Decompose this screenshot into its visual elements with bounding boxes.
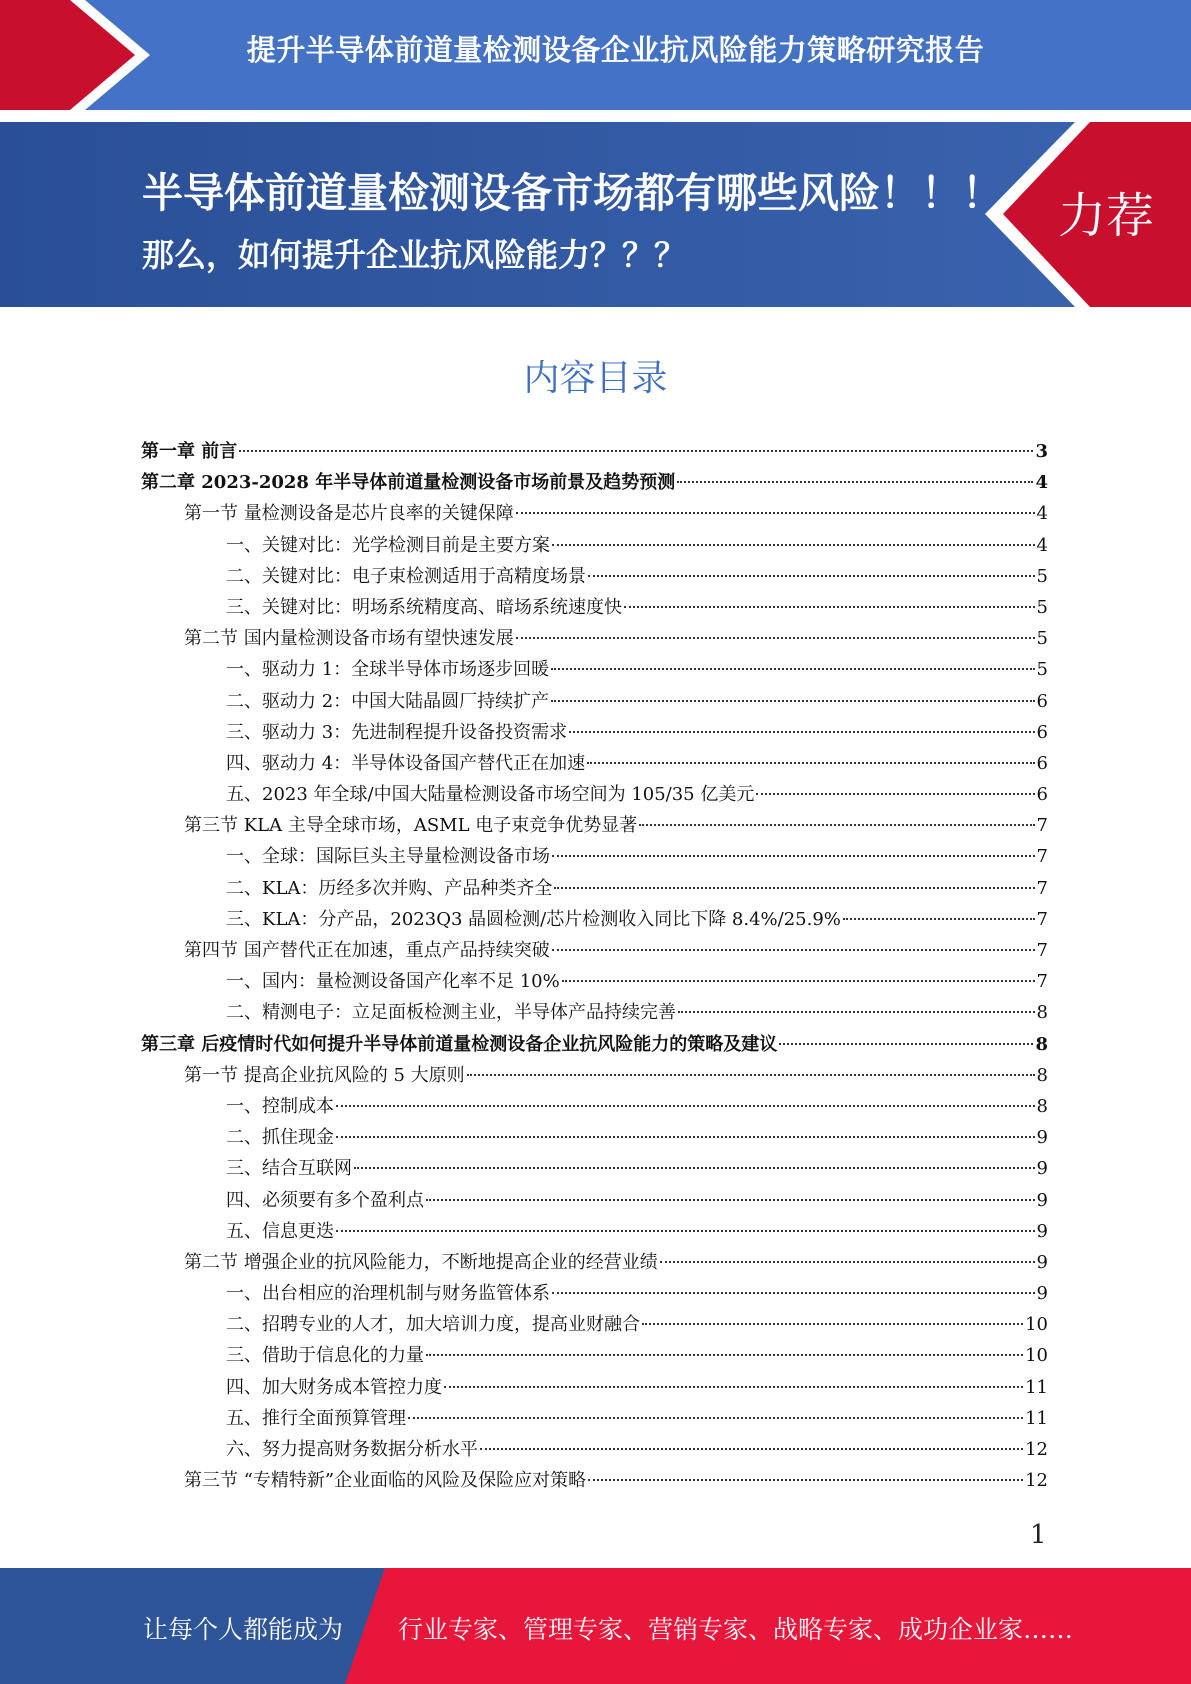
toc-entry[interactable] bbox=[141, 686, 1048, 717]
toc-leader-dots bbox=[444, 1386, 1023, 1388]
toc-entry-title: 二、精测电子：立足面板检测主业，半导体产品持续完善 bbox=[226, 1002, 676, 1024]
toc-entry[interactable] bbox=[141, 1309, 1048, 1340]
toc-entry-title: 第二节 国内量检测设备市场有望快速发展 bbox=[184, 628, 514, 650]
toc-leader-dots bbox=[426, 1199, 1035, 1201]
toc-entry[interactable] bbox=[141, 654, 1048, 685]
toc-entry-page: 7 bbox=[1036, 815, 1048, 837]
toc-entry-page: 7 bbox=[1036, 877, 1048, 899]
toc-entry[interactable] bbox=[141, 717, 1048, 748]
recommend-badge: 力荐 bbox=[1058, 188, 1155, 244]
toc-leader-dots bbox=[554, 887, 1034, 889]
toc-entry[interactable] bbox=[141, 841, 1048, 872]
toc-entry-title: 一、驱动力 1：全球半导体市场逐步回暖 bbox=[226, 659, 550, 681]
toc-entry[interactable] bbox=[141, 873, 1048, 904]
toc-entry-page: 6 bbox=[1036, 784, 1048, 806]
toc-entry-title: 二、抓住现金 bbox=[226, 1127, 334, 1149]
toc-entry-title: 一、控制成本 bbox=[226, 1095, 334, 1117]
toc-entry-page: 3 bbox=[1035, 441, 1048, 462]
toc-entry-page: 6 bbox=[1036, 690, 1048, 712]
toc-entry-title: 第二节 增强企业的抗风险能力，不断地提高企业的经营业绩 bbox=[184, 1251, 658, 1273]
toc-entry-page: 8 bbox=[1036, 1002, 1048, 1024]
hero-headline: 半导体前道量检测设备市场都有哪些风险！！！ bbox=[142, 169, 1003, 217]
toc-entry-title: 二、关键对比：电子束检测适用于高精度场景 bbox=[226, 565, 586, 587]
toc-entry-page: 5 bbox=[1036, 628, 1048, 650]
toc-leader-dots bbox=[408, 1417, 1023, 1419]
table-of-contents bbox=[141, 436, 1048, 1496]
toc-leader-dots bbox=[678, 1011, 1035, 1013]
toc-leader-dots bbox=[677, 481, 1033, 483]
toc-entry[interactable] bbox=[141, 1122, 1048, 1153]
toc-leader-dots bbox=[569, 731, 1034, 733]
toc-entry-title: 三、结合互联网 bbox=[226, 1158, 352, 1180]
toc-entry-page: 7 bbox=[1036, 971, 1048, 993]
toc-entry-page: 8 bbox=[1035, 1033, 1048, 1055]
toc-entry-title: 一、全球：国际巨头主导量检测设备市场 bbox=[226, 846, 550, 868]
toc-entry[interactable] bbox=[141, 1372, 1048, 1403]
toc-entry-title: 第二章 2023-2028 年半导体前道量检测设备市场前景及趋势预测 bbox=[141, 472, 676, 494]
toc-entry[interactable] bbox=[141, 997, 1048, 1028]
toc-entry[interactable] bbox=[141, 1465, 1048, 1496]
footer-banner bbox=[0, 1568, 1191, 1684]
toc-entry[interactable] bbox=[141, 810, 1048, 841]
footer-slogan-left: 让每个人都能成为 bbox=[143, 1615, 344, 1644]
toc-entry-title: 第一节 量检测设备是芯片良率的关键保障 bbox=[184, 503, 514, 525]
toc-leader-dots bbox=[336, 1136, 1035, 1138]
toc-entry[interactable] bbox=[141, 1185, 1048, 1216]
toc-entry-page: 7 bbox=[1036, 940, 1048, 961]
toc-entry-title: 五、信息更迭 bbox=[226, 1220, 334, 1242]
toc-entry-page: 5 bbox=[1036, 659, 1048, 681]
toc-entry-page: 4 bbox=[1036, 503, 1048, 525]
toc-entry-title: 三、驱动力 3：先进制程提升设备投资需求 bbox=[226, 721, 568, 743]
toc-entry-title: 第一节 提高企业抗风险的 5 大原则 bbox=[184, 1064, 465, 1086]
toc-entry-page: 8 bbox=[1036, 1095, 1048, 1117]
toc-entry-title: 五、2023 年全球/中国大陆量检测设备市场空间为 105/35 亿美元 bbox=[226, 784, 755, 806]
toc-leader-dots bbox=[552, 544, 1035, 546]
toc-entry-page: 4 bbox=[1036, 534, 1048, 556]
page-number: 1 bbox=[1030, 1520, 1047, 1550]
toc-entry[interactable] bbox=[141, 1153, 1048, 1184]
toc-entry-title: 第三节 “专精特新”企业面临的风险及保险应对策略 bbox=[184, 1470, 587, 1492]
toc-entry[interactable] bbox=[141, 966, 1048, 997]
toc-entry-page: 12 bbox=[1025, 1439, 1048, 1460]
hero-banner bbox=[0, 122, 1191, 307]
toc-entry[interactable] bbox=[141, 779, 1048, 810]
toc-leader-dots bbox=[587, 762, 1034, 764]
toc-leader-dots bbox=[336, 1230, 1035, 1232]
toc-entry-page: 5 bbox=[1036, 565, 1048, 587]
toc-entry[interactable] bbox=[141, 1340, 1048, 1371]
toc-entry-page: 9 bbox=[1036, 1283, 1048, 1305]
toc-leader-dots bbox=[551, 700, 1034, 702]
toc-entry-title: 一、国内：量检测设备国产化率不足 10% bbox=[226, 971, 560, 993]
toc-leader-dots bbox=[516, 512, 1035, 514]
toc-entry-page: 5 bbox=[1036, 596, 1048, 618]
toc-entry-page: 9 bbox=[1036, 1251, 1048, 1273]
toc-leader-dots bbox=[588, 1479, 1023, 1481]
toc-entry-title: 第三章 后疫情时代如何提升半导体前道量检测设备企业抗风险能力的策略及建议 bbox=[141, 1033, 778, 1055]
toc-entry-page: 4 bbox=[1035, 472, 1048, 494]
toc-leader-dots bbox=[239, 450, 1033, 452]
toc-leader-dots bbox=[843, 918, 1035, 920]
toc-entry-page: 7 bbox=[1036, 846, 1048, 868]
toc-entry[interactable] bbox=[141, 623, 1048, 654]
toc-entry[interactable] bbox=[141, 1060, 1048, 1091]
toc-entry-title: 四、驱动力 4：半导体设备国产替代正在加速 bbox=[226, 752, 586, 774]
toc-entry-page: 9 bbox=[1036, 1220, 1048, 1242]
toc-entry-title: 四、必须要有多个盈利点 bbox=[226, 1189, 424, 1211]
toc-entry[interactable] bbox=[141, 904, 1048, 935]
toc-leader-dots bbox=[516, 637, 1035, 639]
toc-entry-title: 三、借助于信息化的力量 bbox=[226, 1345, 424, 1367]
toc-entry-page: 7 bbox=[1036, 908, 1048, 930]
footer-slogan-right: 行业专家、管理专家、营销专家、战略专家、成功企业家…… bbox=[398, 1615, 1074, 1644]
toc-leader-dots bbox=[642, 1323, 1023, 1325]
toc-entry-title: 五、推行全面预算管理 bbox=[226, 1407, 406, 1429]
toc-entry-title: 二、KLA：历经多次并购、产品种类齐全 bbox=[226, 877, 553, 899]
toc-entry-page: 9 bbox=[1036, 1158, 1048, 1180]
toc-entry-title: 二、驱动力 2：中国大陆晶圆厂持续扩产 bbox=[226, 690, 550, 712]
toc-entry[interactable] bbox=[141, 467, 1048, 498]
toc-entry[interactable] bbox=[141, 748, 1048, 779]
toc-entry-page: 10 bbox=[1025, 1345, 1048, 1367]
toc-entry[interactable] bbox=[141, 1278, 1048, 1309]
toc-entry-title: 第三节 KLA 主导全球市场，ASML 电子束竞争优势显著 bbox=[184, 815, 638, 837]
toc-entry[interactable] bbox=[141, 1434, 1048, 1465]
toc-entry-title: 二、招聘专业的人才，加大培训力度，提高业财融合 bbox=[226, 1314, 640, 1336]
toc-entry-page: 6 bbox=[1036, 721, 1048, 743]
toc-leader-dots bbox=[336, 1105, 1035, 1107]
toc-leader-dots bbox=[552, 855, 1035, 857]
report-title: 提升半导体前道量检测设备企业抗风险能力策略研究报告 bbox=[246, 33, 985, 67]
toc-entry[interactable] bbox=[141, 592, 1048, 623]
toc-entry-page: 9 bbox=[1036, 1127, 1048, 1149]
toc-leader-dots bbox=[624, 606, 1035, 608]
toc-entry[interactable] bbox=[141, 1091, 1048, 1122]
toc-leader-dots bbox=[660, 1261, 1035, 1263]
toc-leader-dots bbox=[779, 1043, 1033, 1045]
toc-entry-page: 12 bbox=[1025, 1470, 1048, 1492]
toc-leader-dots bbox=[551, 668, 1034, 670]
toc-entry-title: 一、关键对比：光学检测目前是主要方案 bbox=[226, 534, 550, 556]
toc-entry-page: 11 bbox=[1025, 1407, 1048, 1429]
toc-entry[interactable] bbox=[141, 561, 1048, 592]
toc-leader-dots bbox=[354, 1167, 1035, 1169]
toc-leader-dots bbox=[562, 980, 1035, 982]
toc-entry-title: 三、KLA：分产品，2023Q3 晶圆检测/芯片检测收入同比下降 8.4%/25.9% bbox=[226, 908, 841, 930]
toc-entry-page: 10 bbox=[1025, 1314, 1048, 1336]
toc-entry[interactable] bbox=[141, 530, 1048, 561]
toc-entry[interactable] bbox=[141, 935, 1048, 966]
hero-subheadline: 那么，如何提升企业抗风险能力？？？ bbox=[142, 236, 687, 274]
toc-leader-dots bbox=[426, 1354, 1023, 1356]
toc-entry[interactable] bbox=[141, 1403, 1048, 1434]
toc-leader-dots bbox=[639, 824, 1034, 826]
toc-leader-dots bbox=[467, 1074, 1035, 1076]
toc-entry-title: 第四节 国产替代正在加速，重点产品持续突破 bbox=[184, 940, 550, 961]
toc-entry-title: 六、努力提高财务数据分析水平 bbox=[226, 1439, 478, 1460]
toc-entry[interactable] bbox=[141, 1216, 1048, 1247]
toc-entry[interactable] bbox=[141, 1247, 1048, 1278]
toc-leader-dots bbox=[480, 1448, 1023, 1450]
toc-leader-dots bbox=[588, 575, 1035, 577]
toc-entry[interactable] bbox=[141, 436, 1048, 467]
toc-leader-dots bbox=[552, 1292, 1035, 1294]
toc-leader-dots bbox=[756, 793, 1034, 795]
toc-leader-dots bbox=[552, 949, 1035, 951]
toc-entry-page: 8 bbox=[1036, 1064, 1048, 1086]
toc-entry-title: 一、出台相应的治理机制与财务监管体系 bbox=[226, 1283, 550, 1305]
top-banner bbox=[0, 0, 1191, 112]
toc-entry-title: 第一章 前言 bbox=[141, 441, 238, 462]
toc-entry[interactable] bbox=[141, 498, 1048, 529]
toc-entry-title: 三、关键对比：明场系统精度高、暗场系统速度快 bbox=[226, 596, 622, 618]
toc-title: 内容目录 bbox=[523, 358, 668, 399]
toc-entry-page: 11 bbox=[1025, 1376, 1048, 1398]
toc-entry-page: 9 bbox=[1036, 1189, 1048, 1211]
toc-entry[interactable] bbox=[141, 1029, 1048, 1060]
toc-entry-title: 四、加大财务成本管控力度 bbox=[226, 1376, 442, 1398]
toc-entry-page: 6 bbox=[1036, 752, 1048, 774]
